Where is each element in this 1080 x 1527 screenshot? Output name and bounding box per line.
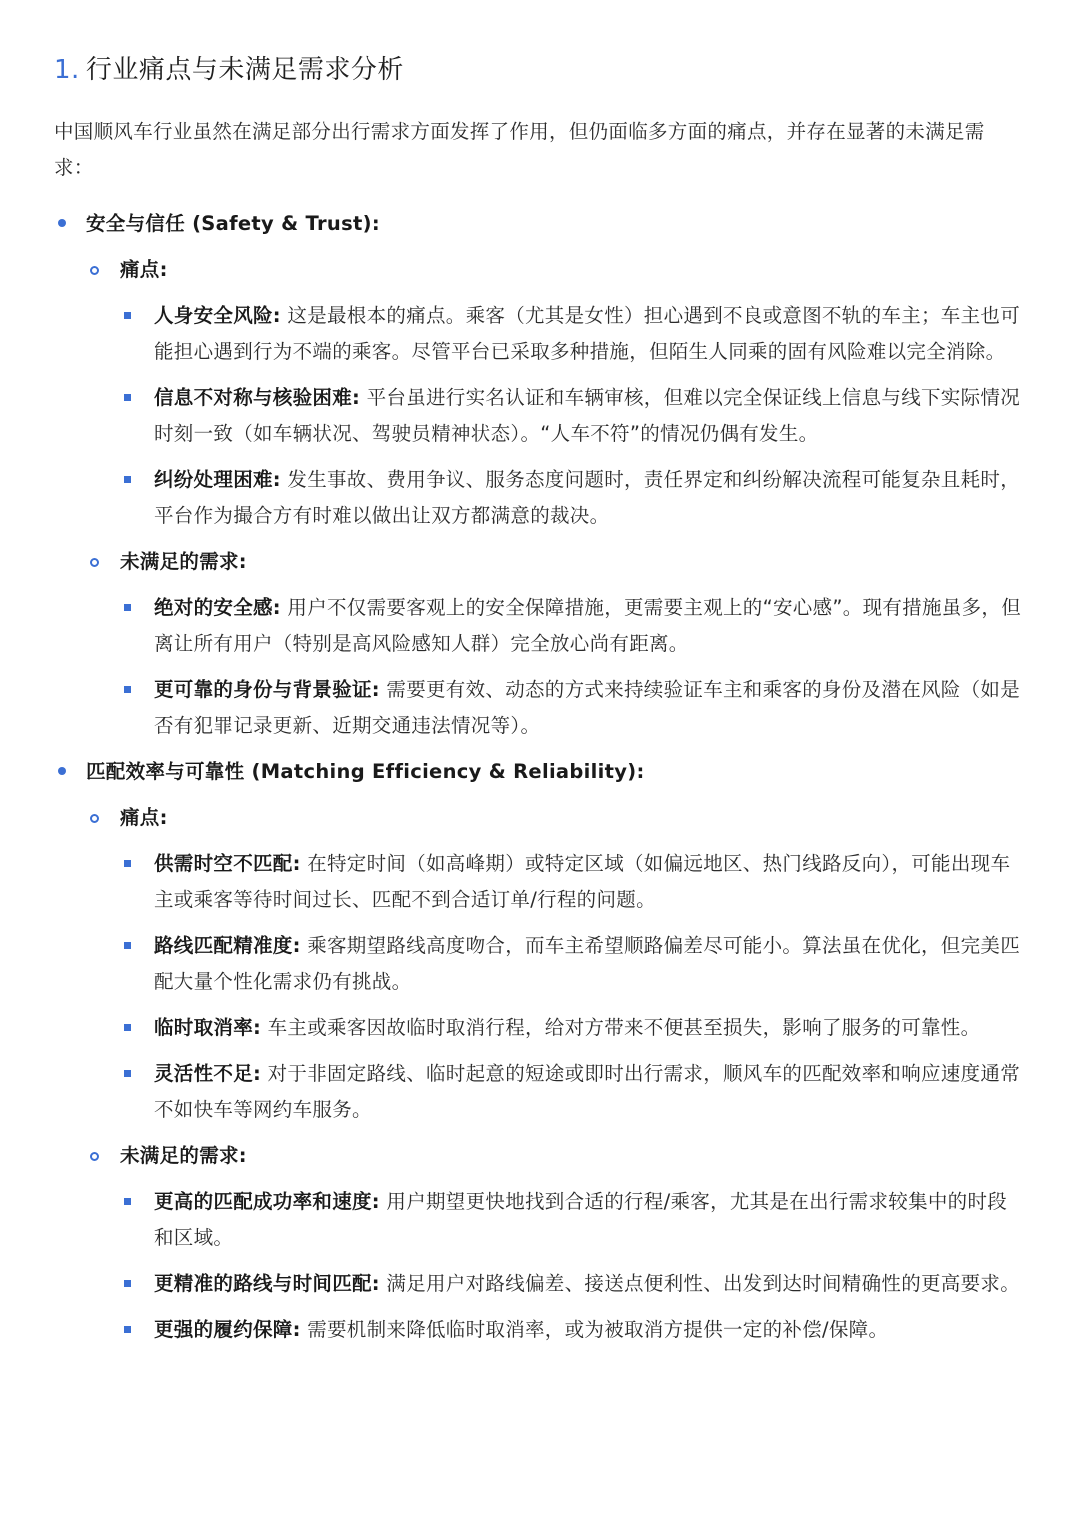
- point-item: [120, 462, 1024, 534]
- point-item: [120, 380, 1024, 452]
- point-list: [120, 846, 1024, 1128]
- point-term: 更高的匹配成功率和速度:: [154, 1190, 380, 1213]
- point-text: [154, 1056, 1024, 1128]
- point-text: [154, 380, 1024, 452]
- point-description: 对于非固定路线、临时起意的短途或即时出行需求，顺风车的匹配效率和响应速度通常不如快车等网约车服务。: [154, 1062, 1021, 1121]
- point-description: 用户不仅需要客观上的安全保障措施，更需要主观上的“安心感”。现有措施虽多，但离让所有用户（特别是高风险感知人群）完全放心尚有距离。: [154, 596, 1022, 655]
- point-item: [120, 1184, 1024, 1256]
- point-item: [120, 1010, 1024, 1046]
- point-term: 更可靠的身份与背景验证:: [154, 678, 380, 701]
- point-term: 临时取消率:: [154, 1016, 262, 1039]
- point-item: [120, 1266, 1024, 1302]
- point-description: 乘客期望路线高度吻合，而车主希望顺路偏差尽可能小。算法虽在优化，但完美匹配大量个性化需求仍有挑战。: [154, 934, 1021, 993]
- point-description: 满足用户对路线偏差、接送点便利性、出发到达时间精确性的更高要求。: [379, 1272, 1021, 1295]
- intro-paragraph: 中国顺风车行业虽然在满足部分出行需求方面发挥了作用，但仍面临多方面的痛点，并存在显著的未满足需求：: [54, 120, 985, 179]
- point-term: 绝对的安全感:: [154, 596, 281, 619]
- point-description: 需要机制来降低临时取消率，或为被取消方提供一定的补偿/保障。: [300, 1318, 889, 1341]
- point-term: 信息不对称与核验困难:: [154, 386, 361, 409]
- point-term: 更强的履约保障:: [154, 1318, 301, 1341]
- point-term: 供需时空不匹配:: [154, 852, 301, 875]
- group-item: [86, 800, 1024, 1128]
- point-list: [120, 1184, 1024, 1348]
- point-description: 平台虽进行实名认证和车辆审核，但难以完全保证线上信息与线下实际情况时刻一致（如车辆状况、驾驶员精神状态）。“人车不符”的情况仍偶有发生。: [154, 386, 1021, 445]
- group-item: [86, 1138, 1024, 1348]
- point-text: [154, 1184, 1024, 1256]
- point-item: [120, 846, 1024, 918]
- heading-number: 1.: [54, 55, 80, 85]
- group-label: 痛点:: [120, 806, 168, 829]
- group-item: [86, 252, 1024, 534]
- point-term: 人身安全风险:: [154, 304, 281, 327]
- point-description: 发生事故、费用争议、服务态度问题时，责任界定和纠纷解决流程可能复杂且耗时，平台作为撮合方有时难以做出让双方都满意的裁决。: [154, 468, 1021, 527]
- point-term: 更精准的路线与时间匹配:: [154, 1272, 380, 1295]
- point-text: [154, 298, 1024, 370]
- point-text: [154, 672, 1024, 744]
- group-label: 未满足的需求:: [120, 550, 247, 573]
- point-list: [120, 590, 1024, 744]
- section-heading: [54, 52, 1024, 88]
- point-description: 车主或乘客因故临时取消行程，给对方带来不便甚至损失，影响了服务的可靠性。: [261, 1016, 981, 1039]
- point-item: [120, 672, 1024, 744]
- point-text: [154, 1266, 1024, 1302]
- point-text: [154, 1010, 1024, 1046]
- point-term: 纠纷处理困难:: [154, 468, 281, 491]
- point-text: [154, 1312, 1024, 1348]
- group-label: 痛点:: [120, 258, 168, 281]
- point-description: 在特定时间（如高峰期）或特定区域（如偏远地区、热门线路反向），可能出现车主或乘客等待时间过长、匹配不到合适订单/行程的问题。: [154, 852, 1011, 911]
- group-list: [86, 800, 1024, 1348]
- point-item: [120, 1312, 1024, 1348]
- point-term: 路线匹配精准度:: [154, 934, 301, 957]
- sections-list: [54, 206, 1024, 1348]
- point-item: [120, 590, 1024, 662]
- section-item: [54, 754, 1024, 1348]
- point-item: [120, 298, 1024, 370]
- point-item: [120, 1056, 1024, 1128]
- point-text: [154, 928, 1024, 1000]
- point-description: 这是最根本的痛点。乘客（尤其是女性）担心遇到不良或意图不轨的车主；车主也可能担心遇到行为不端的乘客。尽管平台已采取多种措施，但陌生人同乘的固有风险难以完全消除。: [154, 304, 1021, 363]
- point-list: [120, 298, 1024, 534]
- point-item: [120, 928, 1024, 1000]
- group-list: [86, 252, 1024, 744]
- section-item: [54, 206, 1024, 744]
- heading-title: 行业痛点与未满足需求分析: [85, 55, 404, 85]
- group-label: 未满足的需求:: [120, 1144, 247, 1167]
- section-title: 安全与信任 (Safety & Trust):: [86, 212, 380, 235]
- section-title: 匹配效率与可靠性 (Matching Efficiency & Reliability):: [86, 760, 645, 783]
- point-description: 用户期望更快地找到合适的行程/乘客，尤其是在出行需求较集中的时段和区域。: [154, 1190, 1008, 1249]
- point-text: [154, 462, 1024, 534]
- group-item: [86, 544, 1024, 744]
- point-description: 需要更有效、动态的方式来持续验证车主和乘客的身份及潜在风险（如是否有犯罪记录更新、近期交通违法情况等）。: [154, 678, 1021, 737]
- point-term: 灵活性不足:: [154, 1062, 262, 1085]
- point-text: [154, 846, 1024, 918]
- point-text: [154, 590, 1024, 662]
